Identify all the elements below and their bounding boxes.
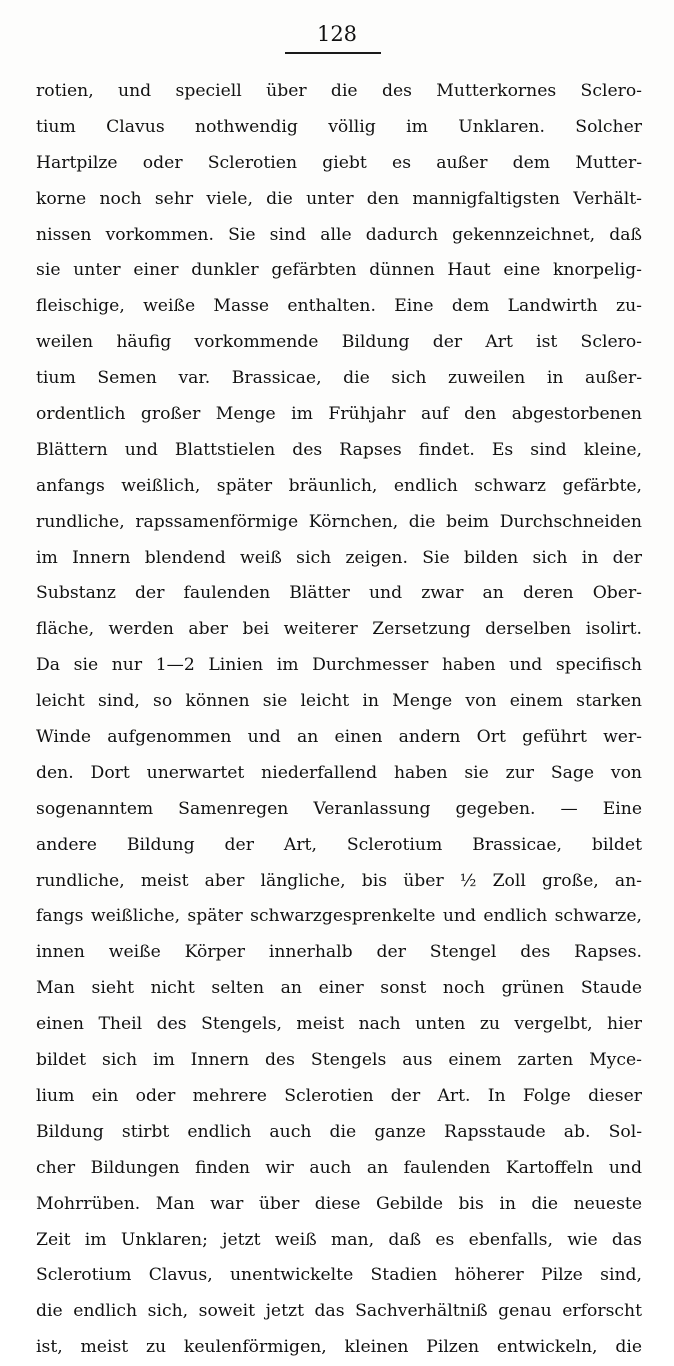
text-line: ordentlich großer Menge im Frühjahr auf den abgestorbenen bbox=[36, 404, 642, 425]
text-line: Bildung stirbt endlich auch die ganze Rapsstaude ab. Sol- bbox=[36, 1121, 642, 1142]
text-line: Zeit im Unklaren; jetzt weiß man, daß es ebenfalls, wie das bbox=[36, 1229, 642, 1250]
text-line: lium ein oder mehrere Sclerotien der Art. In Folge dieser bbox=[36, 1085, 642, 1106]
text-line: den. Dort unerwartet niederfallend haben sie zur Sage von bbox=[36, 762, 642, 783]
text-line: Sclerotium Clavus, unentwickelte Stadien höherer Pilze sind, bbox=[36, 1265, 642, 1286]
text-line: rotien, und speciell über die des Mutterkornes Sclero- bbox=[36, 81, 642, 101]
text-line: Substanz der faulenden Blätter und zwar an deren Ober- bbox=[36, 583, 642, 604]
text-line: korne noch sehr viele, die unter den mannigfaltigsten Verhält- bbox=[36, 188, 642, 209]
text-line: nissen vorkommen. Sie sind alle dadurch gekennzeichnet, daß bbox=[36, 224, 642, 245]
text-line: Mohrrüben. Man war über diese Gebilde bis in die neueste bbox=[36, 1193, 642, 1214]
text-line: Blättern und Blattstielen des Rapses findet. Es sind kleine, bbox=[36, 439, 642, 460]
text-line: sogenanntem Samenregen Veranlassung gegeben. — Eine bbox=[36, 798, 642, 819]
text-line: innen weiße Körper innerhalb der Stengel des Rapses. bbox=[36, 942, 642, 963]
text-line: anfangs weißlich, später bräunlich, endlich schwarz gefärbte, bbox=[36, 475, 642, 496]
text-line: ist, meist zu keulenförmigen, kleinen Pilzen entwickeln, die bbox=[36, 1337, 642, 1358]
text-line: andere Bildung der Art, Sclerotium Brassicae, bildet bbox=[36, 834, 642, 855]
text-line: Da sie nur 1—2 Linien im Durchmesser haben und specifisch bbox=[36, 655, 642, 676]
text-line: cher Bildungen finden wir auch an faulenden Kartoffeln und bbox=[36, 1157, 642, 1178]
text-line: Hartpilze oder Sclerotien giebt es außer dem Mutter- bbox=[36, 152, 642, 173]
page-number: 128 bbox=[316, 22, 358, 46]
text-line: rundliche, meist aber längliche, bis über ½ Zoll große, an- bbox=[36, 870, 642, 891]
text-line: im Innern blendend weiß sich zeigen. Sie bilden sich in der bbox=[36, 547, 642, 568]
text-line: fläche, werden aber bei weiterer Zersetzung derselben isolirt. bbox=[36, 619, 642, 640]
header-rule bbox=[285, 52, 381, 54]
text-line: leicht sind, so können sie leicht in Menge von einem starken bbox=[36, 691, 642, 712]
text-line: die endlich sich, soweit jetzt das Sachverhältniß genau erforscht bbox=[36, 1301, 642, 1322]
text-line: Man sieht nicht selten an einer sonst noch grünen Staude bbox=[36, 978, 642, 999]
text-line: weilen häufig vorkommende Bildung der Art ist Sclero- bbox=[36, 332, 642, 353]
text-line: Winde aufgenommen und an einen andern Ort geführt wer- bbox=[36, 727, 642, 748]
text-line: sie unter einer dunkler gefärbten dünnen Haut eine knorpelig- bbox=[36, 260, 642, 281]
text-line: einen Theil des Stengels, meist nach unten zu vergelbt, hier bbox=[36, 1014, 642, 1035]
text-line: tium Clavus nothwendig völlig im Unklaren. Solcher bbox=[36, 116, 642, 137]
text-line: fangs weißliche, später schwarzgesprenkelte und endlich schwarze, bbox=[36, 906, 642, 927]
text-line: rundliche, rapssamenförmige Körnchen, die beim Durchschneiden bbox=[36, 511, 642, 532]
body-text bbox=[36, 74, 642, 1366]
text-line: fleischige, weiße Masse enthalten. Eine dem Landwirth zu- bbox=[36, 296, 642, 317]
text-line: bildet sich im Innern des Stengels aus einem zarten Myce- bbox=[36, 1050, 642, 1071]
text-line: tium Semen var. Brassicae, die sich zuweilen in außer- bbox=[36, 368, 642, 389]
